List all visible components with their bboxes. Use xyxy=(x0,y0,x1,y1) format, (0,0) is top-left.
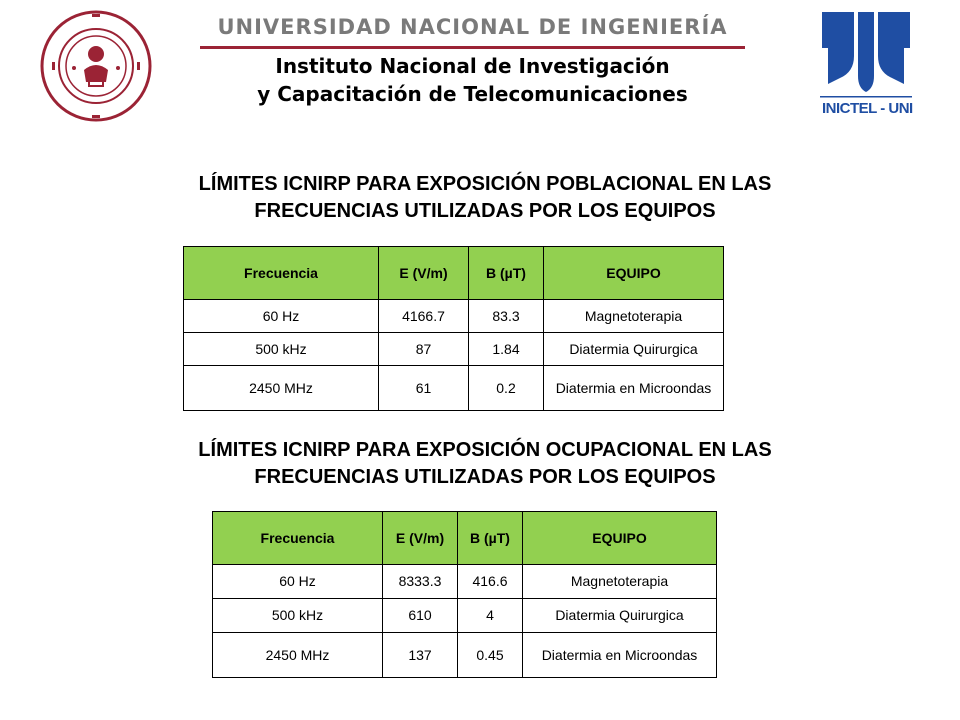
section-title-line-1: LÍMITES ICNIRP PARA EXPOSICIÓN POBLACIONAL EN LAS xyxy=(198,173,772,195)
cell-equipo: Diatermia Quirurgica xyxy=(544,333,724,366)
column-header-e-field: E (V/m) xyxy=(379,247,469,300)
table-row xyxy=(184,366,724,411)
column-header-frecuencia: Frecuencia xyxy=(184,247,379,300)
cell-b-field: 4 xyxy=(458,599,523,633)
section-title-line-2: FRECUENCIAS UTILIZADAS POR LOS EQUIPOS xyxy=(254,466,716,488)
table-row xyxy=(213,599,717,633)
section-title-poblacional xyxy=(100,171,870,225)
header-divider xyxy=(200,46,745,49)
column-header-frecuencia: Frecuencia xyxy=(213,512,383,565)
cell-e-field: 61 xyxy=(379,366,469,411)
table-row xyxy=(184,333,724,366)
cell-frecuencia: 500 kHz xyxy=(184,333,379,366)
cell-b-field: 1.84 xyxy=(469,333,544,366)
cell-frecuencia: 500 kHz xyxy=(213,599,383,633)
cell-e-field: 87 xyxy=(379,333,469,366)
cell-e-field: 137 xyxy=(383,633,458,678)
column-header-equipo: EQUIPO xyxy=(523,512,717,565)
university-seal xyxy=(40,10,152,122)
table-row xyxy=(213,565,717,599)
institute-line-1: Instituto Nacional de Investigación xyxy=(275,54,670,78)
section-title-ocupacional xyxy=(100,437,870,491)
cell-b-field: 0.45 xyxy=(458,633,523,678)
cell-e-field: 610 xyxy=(383,599,458,633)
section-title-line-1: LÍMITES ICNIRP PARA EXPOSICIÓN OCUPACIONAL EN LAS xyxy=(198,439,772,461)
cell-frecuencia: 2450 MHz xyxy=(184,366,379,411)
cell-frecuencia: 60 Hz xyxy=(213,565,383,599)
table-ocupacional xyxy=(212,511,717,678)
cell-frecuencia: 2450 MHz xyxy=(213,633,383,678)
cell-frecuencia: 60 Hz xyxy=(184,300,379,333)
table-row xyxy=(213,633,717,678)
column-header-equipo: EQUIPO xyxy=(544,247,724,300)
column-header-b-field: B (µT) xyxy=(469,247,544,300)
cell-e-field: 8333.3 xyxy=(383,565,458,599)
inictel-logo-text: INICTEL - UNI xyxy=(822,100,913,117)
column-header-e-field: E (V/m) xyxy=(383,512,458,565)
cell-b-field: 416.6 xyxy=(458,565,523,599)
section-title-line-2: FRECUENCIAS UTILIZADAS POR LOS EQUIPOS xyxy=(254,200,716,222)
table-header-row xyxy=(184,247,724,300)
column-header-b-field: B (µT) xyxy=(458,512,523,565)
cell-equipo: Diatermia en Microondas xyxy=(544,366,724,411)
cell-equipo: Magnetoterapia xyxy=(544,300,724,333)
cell-b-field: 83.3 xyxy=(469,300,544,333)
cell-b-field: 0.2 xyxy=(469,366,544,411)
table-poblacional xyxy=(183,246,724,411)
institute-name xyxy=(200,52,745,108)
table-row xyxy=(184,300,724,333)
university-name: UNIVERSIDAD NACIONAL DE INGENIERÍA xyxy=(217,15,728,39)
table-header-row xyxy=(213,512,717,565)
institute-line-2: y Capacitación de Telecomunicaciones xyxy=(257,82,688,106)
cell-e-field: 4166.7 xyxy=(379,300,469,333)
cell-equipo: Diatermia en Microondas xyxy=(523,633,717,678)
cell-equipo: Diatermia Quirurgica xyxy=(523,599,717,633)
cell-equipo: Magnetoterapia xyxy=(523,565,717,599)
